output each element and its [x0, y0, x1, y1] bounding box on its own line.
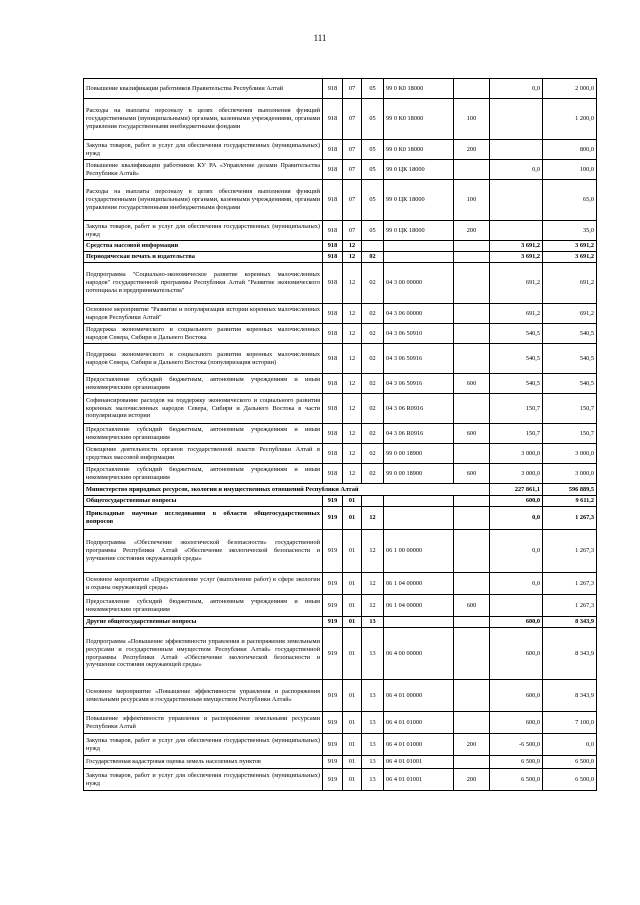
change-amount-cell: -6 500,0: [490, 734, 543, 756]
expense-type-cell: [454, 628, 490, 680]
table-row: [84, 464, 597, 484]
section-code-cell: 01: [343, 573, 362, 595]
subsection-code-cell: 02: [362, 444, 384, 464]
total-amount-cell: 691,2: [543, 263, 597, 304]
target-article-cell: 04 3 06 50916: [384, 344, 454, 374]
table-row: [84, 507, 597, 530]
subsection-code-cell: 02: [362, 374, 384, 394]
target-article-cell: 99 0 К0 18000: [384, 79, 454, 99]
total-amount-cell: 150,7: [543, 394, 597, 424]
item-name-cell: Закупка товаров, работ и услуг для обеспечения государственных (муниципальных) нужд: [84, 769, 323, 791]
subsection-code-cell: 05: [362, 180, 384, 221]
section-code-cell: 12: [343, 444, 362, 464]
section-code-cell: 12: [343, 344, 362, 374]
table-row: [84, 252, 597, 263]
section-code-cell: 07: [343, 221, 362, 241]
target-article-cell: 06 1 00 00000: [384, 530, 454, 573]
item-name-cell: Закупка товаров, работ и услуг для обеспечения государственных (муниципальных) нужд: [84, 221, 323, 241]
section-code-cell: 12: [343, 241, 362, 252]
item-name-cell: Софинансирование расходов на поддержку экономического и социального развития коренных малочисленных народов Севера, Сибири и Дальнего Востока в части популяризации истории: [84, 394, 323, 424]
expense-type-cell: [454, 680, 490, 712]
subsection-code-cell: 02: [362, 394, 384, 424]
admin-code-cell: 918: [323, 140, 343, 160]
subsection-code-cell: 12: [362, 507, 384, 530]
admin-code-cell: 918: [323, 424, 343, 444]
item-name-cell: Закупка товаров, работ и услуг для обеспечения государственных (муниципальных) нужд: [84, 734, 323, 756]
section-code-cell: 12: [343, 304, 362, 324]
total-amount-cell: 3 000,0: [543, 444, 597, 464]
expense-type-cell: [454, 304, 490, 324]
total-amount-cell: 35,0: [543, 221, 597, 241]
subsection-code-cell: 13: [362, 756, 384, 769]
admin-code-cell: 918: [323, 394, 343, 424]
section-code-cell: 12: [343, 464, 362, 484]
table-row: [84, 595, 597, 617]
change-amount-cell: 3 000,0: [490, 464, 543, 484]
expense-type-cell: 600: [454, 595, 490, 617]
section-code-cell: 01: [343, 530, 362, 573]
total-amount-cell: 1 200,0: [543, 99, 597, 140]
total-amount-cell: 1 267,3: [543, 595, 597, 617]
total-amount-cell: 100,0: [543, 160, 597, 180]
target-article-cell: 06 4 01 01001: [384, 769, 454, 791]
admin-code-cell: 919: [323, 756, 343, 769]
table-row: [84, 496, 597, 507]
table-row: [84, 734, 597, 756]
expense-type-cell: [454, 756, 490, 769]
admin-code-cell: 919: [323, 496, 343, 507]
change-amount-cell: 540,5: [490, 344, 543, 374]
subsection-code-cell: 05: [362, 99, 384, 140]
change-amount-cell: 0,0: [490, 79, 543, 99]
target-article-cell: [384, 617, 454, 628]
target-article-cell: 06 4 01 00000: [384, 680, 454, 712]
item-name-cell: Освещение деятельности органов государственной власти Республики Алтай в средствах массовой информации: [84, 444, 323, 464]
item-name-cell: Предоставление субсидий бюджетным, автономным учреждениям и иным некоммерческим организациям: [84, 464, 323, 484]
table-row: [84, 573, 597, 595]
total-amount-cell: 150,7: [543, 424, 597, 444]
target-article-cell: 99 0 ЦК 18000: [384, 221, 454, 241]
change-amount-cell: 600,0: [490, 628, 543, 680]
target-article-cell: 04 3 06 50910: [384, 324, 454, 344]
subsection-code-cell: 12: [362, 573, 384, 595]
table-row: [84, 324, 597, 344]
target-article-cell: 06 4 01 01000: [384, 712, 454, 734]
expense-type-cell: [454, 496, 490, 507]
expense-type-cell: 600: [454, 464, 490, 484]
admin-code-cell: 918: [323, 324, 343, 344]
section-code-cell: 07: [343, 160, 362, 180]
change-amount-cell: 0,0: [490, 573, 543, 595]
table-row: [84, 140, 597, 160]
admin-code-cell: 919: [323, 530, 343, 573]
target-article-cell: 04 3 00 00000: [384, 263, 454, 304]
admin-code-cell: 918: [323, 160, 343, 180]
change-amount-cell: 691,2: [490, 263, 543, 304]
table-row: [84, 712, 597, 734]
total-amount-cell: 0,0: [543, 734, 597, 756]
section-code-cell: 07: [343, 99, 362, 140]
subsection-code-cell: 12: [362, 595, 384, 617]
table-row: [84, 680, 597, 712]
subsection-code-cell: 05: [362, 221, 384, 241]
change-amount-cell: 0,0: [490, 530, 543, 573]
target-article-cell: 99 0 ЦК 18000: [384, 180, 454, 221]
table-row: [84, 263, 597, 304]
subsection-code-cell: 02: [362, 464, 384, 484]
table-row: [84, 160, 597, 180]
change-amount-cell: [490, 99, 543, 140]
expense-type-cell: [454, 263, 490, 304]
admin-code-cell: 918: [323, 304, 343, 324]
subsection-code-cell: 12: [362, 530, 384, 573]
expense-type-cell: [454, 324, 490, 344]
section-code-cell: 01: [343, 712, 362, 734]
expense-type-cell: 200: [454, 734, 490, 756]
target-article-cell: 06 4 01 01000: [384, 734, 454, 756]
change-amount-cell: 6 500,0: [490, 769, 543, 791]
target-article-cell: 04 3 06 00000: [384, 304, 454, 324]
section-code-cell: 01: [343, 496, 362, 507]
target-article-cell: 99 0 К0 18000: [384, 99, 454, 140]
change-amount-cell: [490, 140, 543, 160]
expense-type-cell: 100: [454, 99, 490, 140]
table-row: [84, 241, 597, 252]
section-code-cell: 12: [343, 324, 362, 344]
table-row: [84, 79, 597, 99]
section-code-cell: 07: [343, 180, 362, 221]
table-row: [84, 394, 597, 424]
total-amount-cell: 691,2: [543, 304, 597, 324]
item-name-cell: Закупка товаров, работ и услуг для обеспечения государственных (муниципальных) нужд: [84, 140, 323, 160]
subsection-code-cell: [362, 241, 384, 252]
total-amount-cell: 8 343,9: [543, 680, 597, 712]
change-amount-cell: 540,5: [490, 374, 543, 394]
total-amount-cell: 6 500,0: [543, 769, 597, 791]
item-name-cell: Основное мероприятие «Предоставление услуг (выполнение работ) в сфере экологии и охраны окружающей среды»: [84, 573, 323, 595]
admin-code-cell: 919: [323, 628, 343, 680]
change-amount-cell: 6 500,0: [490, 756, 543, 769]
item-name-cell: Расходы на выплаты персоналу в целях обеспечения выполнения функций государственными (муниципальными) органами, казенными учреждениями, органами управления государственными внебюджетными фондами: [84, 180, 323, 221]
target-article-cell: 99 0 К0 18000: [384, 140, 454, 160]
expense-type-cell: 200: [454, 140, 490, 160]
change-amount-cell: 600,0: [490, 617, 543, 628]
total-amount-cell: 1 267,3: [543, 507, 597, 530]
expense-type-cell: [454, 79, 490, 99]
admin-code-cell: 918: [323, 241, 343, 252]
budget-table: [83, 78, 597, 791]
change-amount-cell: 600,0: [490, 712, 543, 734]
section-code-cell: 12: [343, 374, 362, 394]
admin-code-cell: 918: [323, 344, 343, 374]
admin-code-cell: 919: [323, 573, 343, 595]
target-article-cell: 06 4 01 01001: [384, 756, 454, 769]
expense-type-cell: 600: [454, 374, 490, 394]
table-row: [84, 304, 597, 324]
subsection-code-cell: 13: [362, 769, 384, 791]
section-code-cell: 12: [343, 424, 362, 444]
admin-code-cell: 918: [323, 79, 343, 99]
item-name-cell: Повышение квалификации работников КУ РА «Управление делами Правительства Республики Алтай»: [84, 160, 323, 180]
change-amount-cell: 3 691,2: [490, 252, 543, 263]
total-amount-cell: 596 889,5: [543, 484, 597, 496]
change-amount-cell: 600,0: [490, 680, 543, 712]
table-row: [84, 374, 597, 394]
expense-type-cell: [454, 444, 490, 464]
subsection-code-cell: 02: [362, 252, 384, 263]
admin-code-cell: 918: [323, 464, 343, 484]
admin-code-cell: 918: [323, 221, 343, 241]
table-row: [84, 444, 597, 464]
total-amount-cell: 1 267,3: [543, 573, 597, 595]
expense-type-cell: [454, 241, 490, 252]
total-amount-cell: 8 343,9: [543, 617, 597, 628]
change-amount-cell: [490, 221, 543, 241]
admin-code-cell: 918: [323, 374, 343, 394]
item-name-cell: Подпрограмма «Обеспечение экологической безопасности» государственной программы Республики Алтай «Обеспечение экологической безопасности и улучшение состояния окружающей среды»: [84, 530, 323, 573]
item-name-cell: Общегосударственные вопросы: [84, 496, 323, 507]
total-amount-cell: 3 691,2: [543, 252, 597, 263]
total-amount-cell: 800,0: [543, 140, 597, 160]
change-amount-cell: [490, 595, 543, 617]
section-code-cell: 07: [343, 79, 362, 99]
subsection-code-cell: [362, 496, 384, 507]
section-code-cell: 01: [343, 507, 362, 530]
total-amount-cell: 2 000,0: [543, 79, 597, 99]
total-amount-cell: 65,0: [543, 180, 597, 221]
subsection-code-cell: 13: [362, 734, 384, 756]
item-name-cell: Средства массовой информации: [84, 241, 323, 252]
item-name-cell: Предоставление субсидий бюджетным, автономным учреждениям и иным некоммерческим организациям: [84, 595, 323, 617]
target-article-cell: [384, 252, 454, 263]
target-article-cell: 06 1 04 00000: [384, 573, 454, 595]
subsection-code-cell: 13: [362, 712, 384, 734]
target-article-cell: 04 3 06 R0916: [384, 424, 454, 444]
target-article-cell: 99 0 ЦК 18000: [384, 160, 454, 180]
section-code-cell: 01: [343, 756, 362, 769]
change-amount-cell: 227 861,1: [490, 484, 543, 496]
target-article-cell: 04 3 06 50916: [384, 374, 454, 394]
section-code-cell: 12: [343, 263, 362, 304]
item-name-cell: Предоставление субсидий бюджетным, автономным учреждениям и иным некоммерческим организациям: [84, 424, 323, 444]
item-name-cell: Подпрограмма "Социально-экономическое развитие коренных малочисленных народов" государственной программы Республики Алтай "Развитие экономического потенциала и предпринимательства": [84, 263, 323, 304]
subsection-code-cell: 02: [362, 344, 384, 374]
change-amount-cell: 691,2: [490, 304, 543, 324]
expense-type-cell: [454, 394, 490, 424]
subsection-code-cell: 13: [362, 680, 384, 712]
total-amount-cell: 8 343,9: [543, 628, 597, 680]
total-amount-cell: 9 611,2: [543, 496, 597, 507]
admin-code-cell: 919: [323, 712, 343, 734]
table-row: [84, 99, 597, 140]
expense-type-cell: [454, 712, 490, 734]
item-name-cell: Периодическая печать и издательства: [84, 252, 323, 263]
change-amount-cell: 600,0: [490, 496, 543, 507]
subsection-code-cell: 13: [362, 617, 384, 628]
section-code-cell: 01: [343, 769, 362, 791]
expense-type-cell: [454, 160, 490, 180]
admin-code-cell: 919: [323, 769, 343, 791]
total-amount-cell: 540,5: [543, 324, 597, 344]
target-article-cell: [384, 496, 454, 507]
change-amount-cell: 150,7: [490, 394, 543, 424]
item-name-cell: Основное мероприятие "Развитие и популяризация истории коренных малочисленных народов Республики Алтай": [84, 304, 323, 324]
admin-code-cell: 919: [323, 617, 343, 628]
expense-type-cell: [454, 252, 490, 263]
item-name-cell: Повышение эффективности управления и распоряжения земельными ресурсами Республики Алтай: [84, 712, 323, 734]
item-name-cell: Подпрограмма «Повышение эффективности управления и распоряжения земельными ресурсами и государственным имуществом Республики Алтай» государственной программы Республики Алтай «Обеспечение экологической безопасности и улучшение состояния окружающей среды»: [84, 628, 323, 680]
subsection-code-cell: 05: [362, 160, 384, 180]
section-code-cell: 07: [343, 140, 362, 160]
total-amount-cell: 7 100,0: [543, 712, 597, 734]
target-article-cell: 99 0 00 18900: [384, 444, 454, 464]
table-row: [84, 756, 597, 769]
admin-code-cell: 919: [323, 680, 343, 712]
target-article-cell: [384, 241, 454, 252]
page-number: 111: [313, 33, 327, 43]
total-amount-cell: 540,5: [543, 344, 597, 374]
change-amount-cell: 0,0: [490, 160, 543, 180]
table-row: [84, 769, 597, 791]
total-amount-cell: 3 000,0: [543, 464, 597, 484]
table-row: [84, 424, 597, 444]
admin-code-cell: 918: [323, 263, 343, 304]
budget-table-body: [84, 79, 597, 791]
subsection-code-cell: 05: [362, 140, 384, 160]
admin-code-cell: 918: [323, 444, 343, 464]
item-name-cell: Поддержка экономического и социального развития коренных малочисленных народов Севера, Сибири и Дальнего Востока: [84, 324, 323, 344]
expense-type-cell: [454, 573, 490, 595]
admin-code-cell: 918: [323, 180, 343, 221]
subsection-code-cell: 05: [362, 79, 384, 99]
table-row: [84, 484, 597, 496]
expense-type-cell: [454, 344, 490, 374]
item-name-cell: Министерство природных ресурсов, экологии и имущественных отношений Республики Алтай: [84, 484, 490, 496]
total-amount-cell: 3 691,2: [543, 241, 597, 252]
subsection-code-cell: 02: [362, 324, 384, 344]
change-amount-cell: 540,5: [490, 324, 543, 344]
admin-code-cell: 919: [323, 507, 343, 530]
total-amount-cell: 540,5: [543, 374, 597, 394]
item-name-cell: Расходы на выплаты персоналу в целях обеспечения выполнения функций государственными (муниципальными) органами, казенными учреждениями, органами управления государственными внебюджетными фондами: [84, 99, 323, 140]
expense-type-cell: 200: [454, 769, 490, 791]
table-row: [84, 344, 597, 374]
subsection-code-cell: 02: [362, 263, 384, 304]
target-article-cell: [384, 507, 454, 530]
item-name-cell: Повышение квалификации работников Правительства Республики Алтай: [84, 79, 323, 99]
item-name-cell: Предоставление субсидий бюджетным, автономным учреждениям и иным некоммерческим организациям: [84, 374, 323, 394]
total-amount-cell: 6 500,0: [543, 756, 597, 769]
expense-type-cell: [454, 507, 490, 530]
section-code-cell: 01: [343, 680, 362, 712]
section-code-cell: 01: [343, 617, 362, 628]
table-row: [84, 180, 597, 221]
total-amount-cell: 1 267,3: [543, 530, 597, 573]
subsection-code-cell: 02: [362, 424, 384, 444]
section-code-cell: 01: [343, 628, 362, 680]
admin-code-cell: 918: [323, 99, 343, 140]
item-name-cell: Государственная кадастровая оценка земель населенных пунктов: [84, 756, 323, 769]
change-amount-cell: 0,0: [490, 507, 543, 530]
target-article-cell: 04 3 06 R0916: [384, 394, 454, 424]
section-code-cell: 12: [343, 394, 362, 424]
target-article-cell: 99 0 00 18900: [384, 464, 454, 484]
target-article-cell: 06 1 04 00000: [384, 595, 454, 617]
change-amount-cell: 3 691,2: [490, 241, 543, 252]
expense-type-cell: [454, 617, 490, 628]
table-row: [84, 221, 597, 241]
item-name-cell: Основное мероприятие «Повышение эффективности управления и распоряжения земельными ресурсами и государственным имуществом Республики Алтай»: [84, 680, 323, 712]
change-amount-cell: 150,7: [490, 424, 543, 444]
table-row: [84, 628, 597, 680]
expense-type-cell: 100: [454, 180, 490, 221]
expense-type-cell: [454, 530, 490, 573]
expense-type-cell: 200: [454, 221, 490, 241]
subsection-code-cell: 13: [362, 628, 384, 680]
item-name-cell: Прикладные научные исследования в области общегосударственных вопросов: [84, 507, 323, 530]
section-code-cell: 01: [343, 595, 362, 617]
item-name-cell: Другие общегосударственные вопросы: [84, 617, 323, 628]
change-amount-cell: [490, 180, 543, 221]
item-name-cell: Поддержка экономического и социального развития коренных малочисленных народов Севера, Сибири и Дальнего Востока (популяризация истории): [84, 344, 323, 374]
admin-code-cell: 918: [323, 252, 343, 263]
section-code-cell: 12: [343, 252, 362, 263]
admin-code-cell: 919: [323, 734, 343, 756]
change-amount-cell: 3 000,0: [490, 444, 543, 464]
table-row: [84, 617, 597, 628]
section-code-cell: 01: [343, 734, 362, 756]
subsection-code-cell: 02: [362, 304, 384, 324]
expense-type-cell: 600: [454, 424, 490, 444]
table-row: [84, 530, 597, 573]
admin-code-cell: 919: [323, 595, 343, 617]
target-article-cell: 06 4 00 00000: [384, 628, 454, 680]
